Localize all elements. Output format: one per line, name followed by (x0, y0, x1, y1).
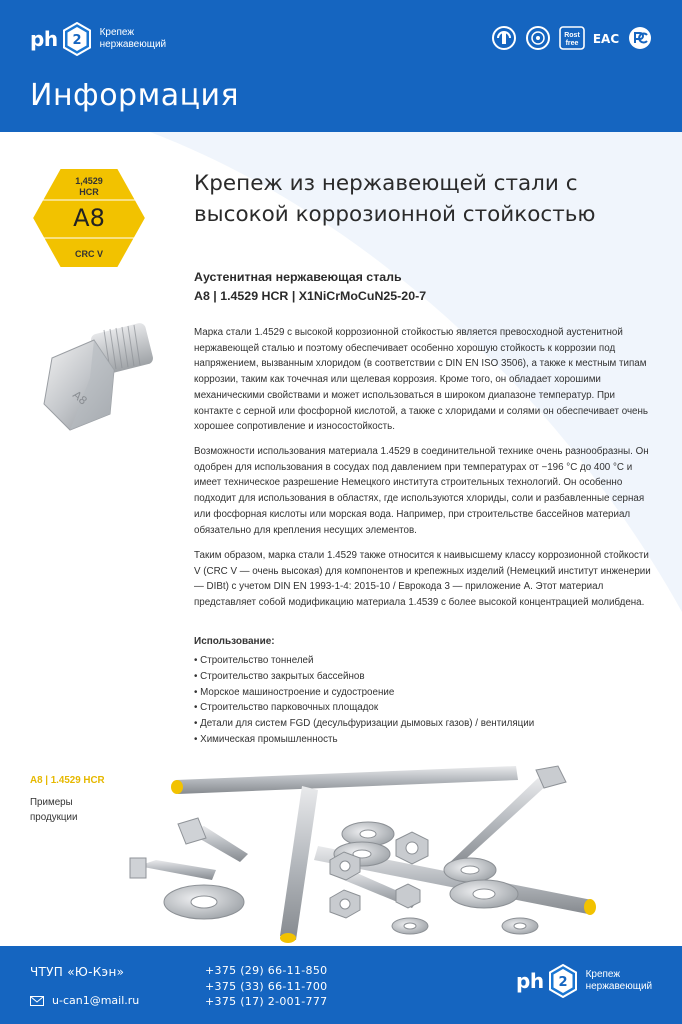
usage-title: Использование: (194, 636, 275, 647)
svg-text:free: free (565, 40, 579, 47)
phone-1[interactable]: +375 (29) 66-11-850 (205, 964, 328, 977)
list-item: • Строительство закрытых бассейнов (194, 669, 534, 685)
certification-marks (490, 24, 654, 52)
paragraph-3: Таким образом, марка стали 1.4529 также относится к наивысшему классу коррозионной стойкости V (CRC V — очень высокая) для компонентов и крепежных изделий (Немецкий институт инженерии — DIBt) с учетом DIN EN 1993-1-4: 2015-10 / Еврокода 3 — приложение A. Этот материал представляет собой модификацию материала 1.4539 с более высокой концентрацией молибдена. (194, 550, 651, 609)
page-title: Информация (30, 78, 240, 113)
badge-hcr: HCR (79, 187, 99, 197)
header (0, 0, 682, 132)
paragraph-2: Возможности использования материала 1.4529 в соединительной технике очень разнообразны. Он одобрен для использования в сосудах под давлением при температурах от −196 °C до 400 °C и имеет техническое разрешение Немецкого института строительных технологий. Он особенно подходит для использования в областях, где используются хлориды, соли и разбавленные серная или фосфорная кислоты или морская вода. Например, при строительстве бассейнов материал обязательно для крепления несущих элементов. (194, 446, 649, 536)
company-name: ЧТУП «Ю-Кэн» (30, 965, 125, 979)
material-subtitle (194, 268, 426, 306)
list-item: • Морское машиностроение и судостроение (194, 685, 534, 701)
logo-line-2: нержавеющий (99, 39, 167, 50)
svg-text:EAC: EAC (592, 32, 620, 46)
eac-cert-icon (592, 24, 620, 52)
footer-logo-text (586, 969, 653, 993)
phone-list (205, 963, 327, 1010)
footer (0, 946, 682, 1024)
badge-code-value: 1,4529 (75, 176, 103, 186)
logo-number: 2 (72, 33, 82, 48)
brand-logo[interactable] (30, 22, 166, 56)
list-item: • Строительство парковочных площадок (194, 700, 534, 716)
subtitle-line-2: A8 | 1.4529 HCR | X1NiCrMoCuN25-20-7 (194, 289, 427, 303)
mail-icon (30, 996, 44, 1006)
stb-cert-icon (490, 24, 518, 52)
material-badge (30, 166, 148, 270)
badge-grade: A8 (73, 204, 105, 232)
footer-logo-line-1: Крепеж (585, 969, 621, 980)
quality-cert-icon (524, 24, 552, 52)
footer-logo-line-2: нержавеющий (585, 981, 653, 992)
paragraph-1: Марка стали 1.4529 с высокой коррозионной стойкостью является превосходной аустенитной нержавеющей сталью и поэтому обеспечивает особенно хорошую стойкость к коррозии под напряжением, вызванным хлоридом (в соответствии с DIN EN ISO 3506), а также к местным типам коррозии, таким как точечная или щелевая коррозия. Кроме того, он обладает хорошими механическими свойствами и может использоваться в широком диапазоне температур. При контакте с серной или фосфорной кислотой, а также с хлоридами и солями он обеспечивает очень хорошее сопротивление и износостойкость. (194, 327, 649, 433)
logo-line-1: Крепеж (99, 27, 135, 38)
hex-bolt-image (34, 318, 162, 434)
email-link[interactable]: u-can1@mail.ru (52, 994, 140, 1007)
rosfree-cert-icon (558, 24, 586, 52)
svg-text:A8: A8 (70, 388, 90, 408)
side-material-code: A8 | 1.4529 HCR (30, 775, 105, 786)
svg-text:2: 2 (558, 975, 568, 990)
phone-3[interactable]: +375 (17) 2-001-777 (205, 995, 328, 1008)
main-title: Крепеж из нержавеющей стали с высокой коррозионной стойкостью (194, 171, 596, 227)
email-contact[interactable] (30, 994, 139, 1007)
phone-2[interactable]: +375 (33) 66-11-700 (205, 979, 328, 993)
subtitle-line-1: Аустенитная нержавеющая сталь (194, 270, 402, 284)
badge-code (30, 176, 148, 198)
list-item: • Строительство тоннелей (194, 653, 534, 669)
side-caption: Примеры продукции (30, 797, 78, 823)
list-item: • Химическая промышленность (194, 732, 534, 748)
logo-text (100, 27, 167, 51)
logo-ph: ph (30, 27, 58, 51)
footer-brand-logo (516, 964, 652, 998)
product-examples-image (118, 750, 682, 946)
pct-cert-icon (626, 24, 654, 52)
footer-logo-ph: ph (516, 969, 544, 993)
footer-logo-hexagon-icon (548, 964, 578, 998)
badge-crc: CRC V (74, 249, 103, 259)
threaded-rod-1 (171, 766, 518, 794)
logo-hexagon-icon (62, 22, 92, 56)
list-item: • Детали для систем FGD (десульфуризации дымовых газов) / вентиляции (194, 716, 534, 732)
threaded-rod-2 (280, 786, 318, 943)
usage-list (194, 653, 534, 748)
svg-text:Rost: Rost (564, 32, 580, 39)
